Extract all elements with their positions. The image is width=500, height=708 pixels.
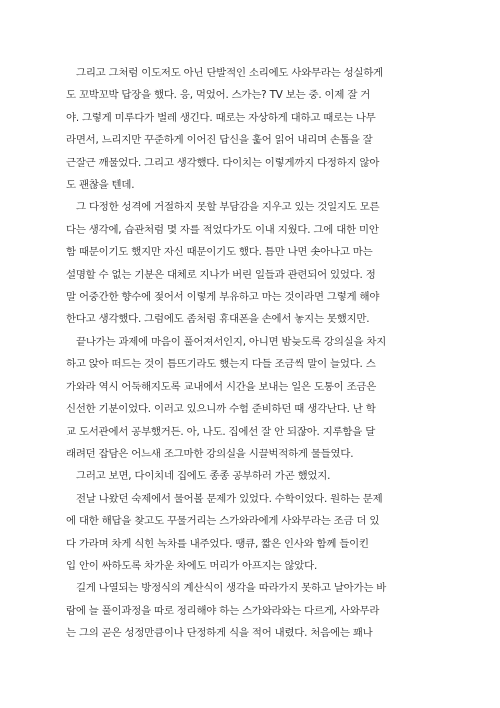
text-line: 끝나가는 과제에 마음이 풀어져서인지, 아니면 밤늦도록 강의실을 차지 bbox=[76, 335, 387, 348]
text-line: 도 괜찮을 텐데. bbox=[66, 179, 135, 192]
text-line: 에 대한 해답을 찾고도 꾸물거리는 스가와라에게 사와무라는 조금 더 있 bbox=[66, 515, 380, 528]
text-line: 그러고 보면, 다이치네 집에도 종종 공부하러 가곤 했었지. bbox=[76, 470, 331, 483]
text-line: 람에 늘 풀이과정을 따로 정리해야 하는 스가와라와는 다르게, 사와무라 bbox=[66, 604, 380, 617]
paragraph-5 bbox=[66, 488, 448, 578]
text-line: 그 다정한 성격에 거절하지 못할 부담감을 지우고 있는 것일지도 모른 bbox=[76, 201, 380, 214]
text-line: 말 어중간한 향수에 젖어서 이렇게 부유하고 마는 것이라면 그렇게 해야 bbox=[66, 291, 380, 304]
text-line: 도 꼬박꼬박 답장을 했다. 응, 먹었어. 스가는? TV 보는 중. 이제 잘 거 bbox=[66, 89, 371, 102]
text-line: 입 안이 싸하도록 차가운 차에도 머리가 아프지는 않았다. bbox=[66, 559, 318, 572]
paragraph-1 bbox=[66, 62, 448, 196]
text-line: 하고 앉아 떠드는 것이 틈뜨기라도 했는지 다들 조금씩 말이 늘었다. 스 bbox=[66, 358, 376, 371]
text-line: 한다고 생각했다. 그럼에도 좀처럼 휴대폰을 손에서 놓지는 못했지만. bbox=[66, 313, 370, 326]
text-line: 근잘근 깨물었다. 그리고 생각했다. 다이치는 이렇게까지 다정하지 않아 bbox=[66, 156, 380, 169]
text-line: 라면서, 느리지만 꾸준하게 이어진 답신을 훑어 읽어 내리며 손톱을 잘 bbox=[66, 134, 373, 147]
text-line: 길게 나열되는 방정식의 계산식이 생각을 따라가지 못하고 날아가는 바 bbox=[76, 582, 387, 595]
text-line: 설명할 수 없는 기분은 대체로 지나가 버린 일들과 관련되어 있었다. 정 bbox=[66, 268, 376, 281]
text-line: 다 가라며 차게 식힌 녹차를 내주었다. 땡큐, 짧은 인사와 함께 들이킨 bbox=[66, 537, 369, 550]
paragraph-6 bbox=[66, 577, 448, 644]
text-line: 전날 나왔던 숙제에서 물어볼 문제가 있었다. 수학이었다. 원하는 문제 bbox=[76, 492, 383, 505]
paragraph-2 bbox=[66, 196, 448, 330]
text-line: 래려던 잡담은 어느새 조그마한 강의실을 시끌벅적하게 물들였다. bbox=[66, 447, 354, 460]
text-line: 가와라 역시 어둑해지도록 교내에서 시간을 보내는 일은 도통이 조금은 bbox=[66, 380, 377, 393]
text-line: 야. 그렇게 미루다가 벌레 생긴다. 때로는 자상하게 대하고 때로는 나무 bbox=[66, 111, 376, 124]
text-line: 다는 생각에, 습관처럼 몇 자를 적었다가도 이내 지웠다. 그에 대한 미안 bbox=[66, 223, 379, 236]
text-line: 는 그의 곧은 성정만큼이나 단정하게 식을 적어 내렸다. 처음에는 꽤나 bbox=[66, 627, 373, 640]
text-line: 신선한 기분이었다. 이러고 있으니까 수험 준비하던 때 생각난다. 난 학 bbox=[66, 403, 376, 416]
text-line: 그리고 그처럼 이도저도 아닌 단발적인 소리에도 사와무라는 성실하게 bbox=[76, 67, 384, 79]
text-line: 함 때문이기도 했지만 자신 때문이기도 했다. 틈만 나면 솟아나고 마는 bbox=[66, 246, 373, 259]
paragraph-4 bbox=[66, 465, 448, 487]
text-line: 교 도서관에서 공부했거든. 아, 나도. 집에선 잘 안 되잖아. 지루함을 달 bbox=[66, 425, 376, 438]
paragraph-3 bbox=[66, 331, 448, 465]
